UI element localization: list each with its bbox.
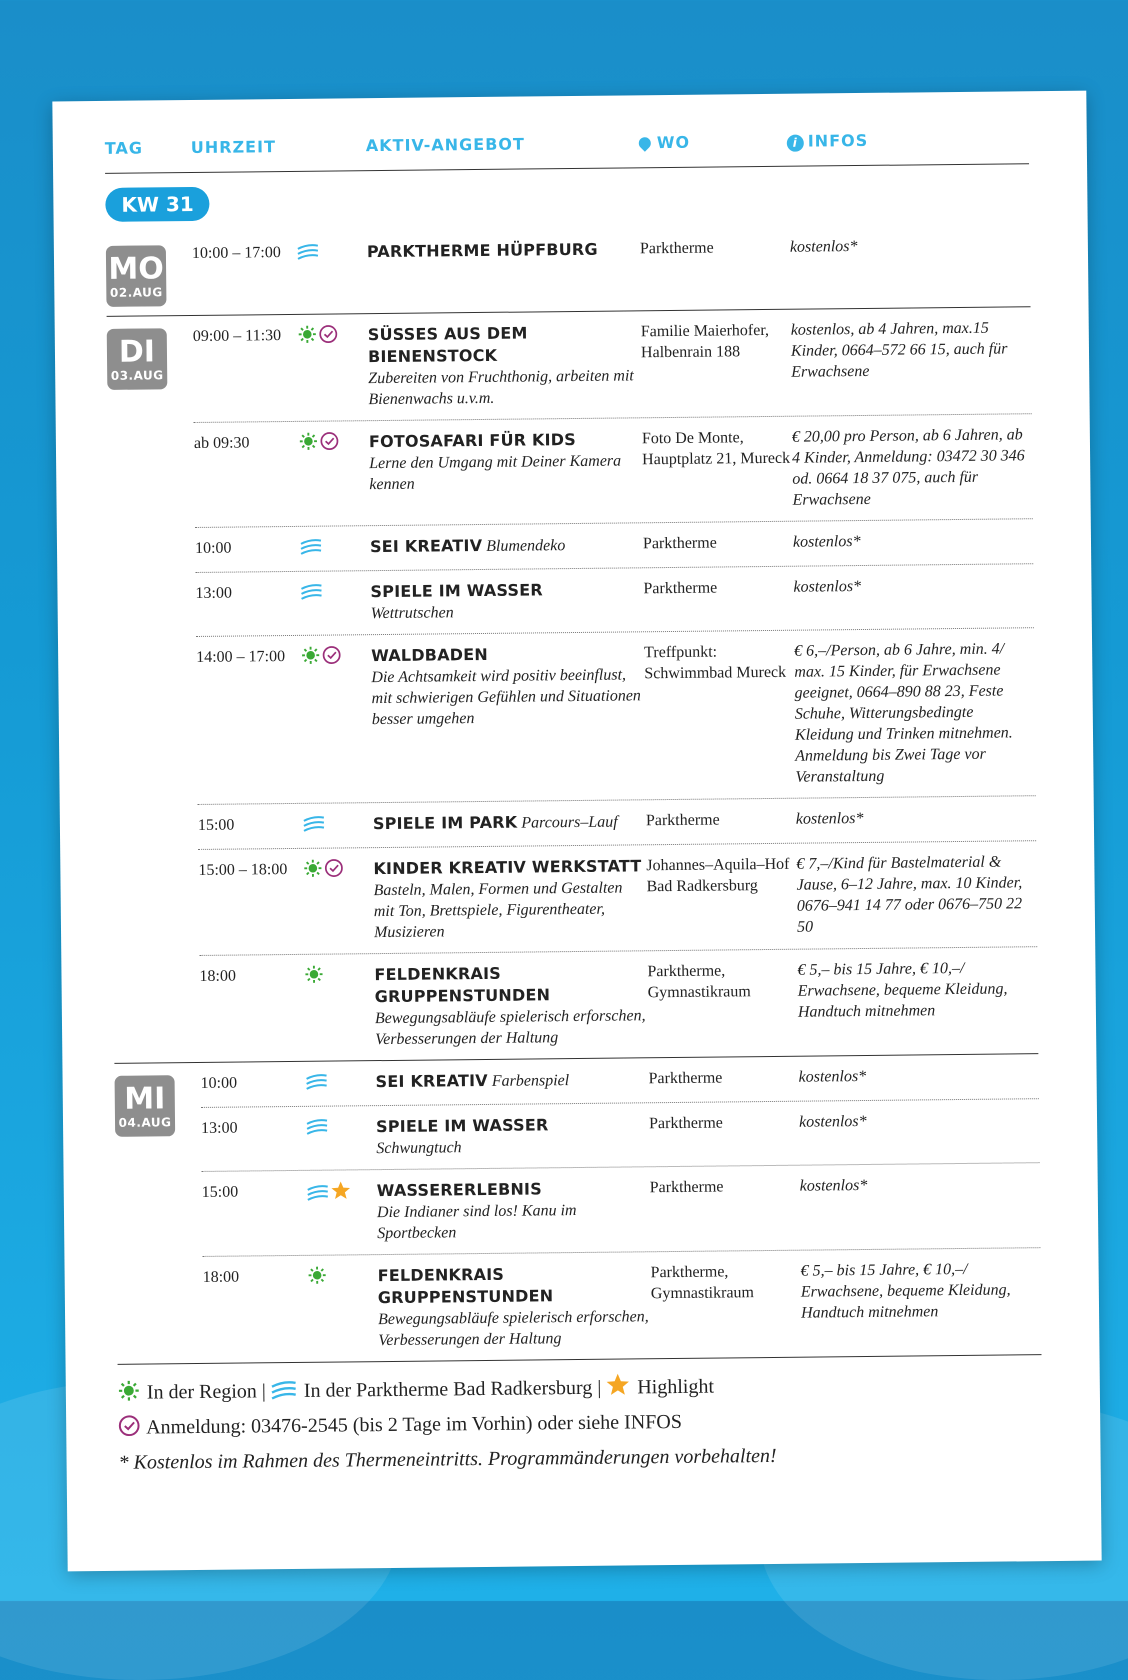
row-activity: [373, 855, 647, 943]
day-name: MO: [106, 253, 166, 286]
check-circle-icon: [118, 1415, 140, 1447]
row-time: 10:00: [195, 537, 300, 562]
table-row: [193, 307, 1032, 423]
header-wo: WO: [639, 133, 690, 153]
row-icons: [298, 324, 369, 411]
legend-region: In der Region: [147, 1380, 257, 1403]
activity-title: SEI KREATIV: [370, 536, 482, 556]
row-icons: [299, 431, 370, 516]
check-circle-icon: [322, 645, 341, 670]
row-infos: € 5,– bis 15 Jahre, € 10,–/ Erwachsene, bequeme Kleidung, Handtuch mitnehmen: [801, 1258, 1038, 1346]
activity-title: KINDER KREATIV WERKSTATT: [373, 856, 641, 878]
row-infos: kostenlos*: [790, 234, 1026, 260]
table-row: [199, 947, 1038, 1062]
sun-icon: [299, 432, 318, 457]
table-header: [105, 121, 1029, 174]
table-row: [194, 414, 1033, 528]
legend-highlight: Highlight: [637, 1376, 714, 1399]
row-activity: [377, 1177, 651, 1244]
row-location: Parktherme: [650, 1176, 801, 1242]
row-icons: [300, 536, 370, 561]
legend-footnote: * Kostenlos im Rahmen des Thermeneintritts. Programmänderungen vorbehalten!: [118, 1437, 1042, 1479]
star-icon: [606, 1372, 630, 1406]
row-icons: [308, 1265, 379, 1352]
day-badge: [115, 1075, 176, 1137]
row-location: Foto De Monte, Hauptplatz 21, Mureck: [642, 427, 793, 513]
row-icons: [297, 241, 367, 266]
waves-icon: [306, 1074, 328, 1096]
waves-icon: [307, 1185, 329, 1207]
row-infos: € 6,–/Person, ab 6 Jahre, min. 4/ max. 15 Kinder, für Erwachsene geeignet, 0664–890 88 23, Feste Schuhe, Witterungsbedingte Kleidung und Trinken mitnehmen. Anmeldung bis Zwei Tage vor Veranstaltung: [794, 638, 1032, 787]
row-time: 14:00 – 17:00: [196, 646, 303, 794]
activity-subtitle: Die Indianer sind los! Kanu im Sportbecken: [377, 1199, 650, 1244]
row-infos: kostenlos*: [793, 574, 1029, 619]
day-name: DI: [107, 336, 167, 369]
day-date: 02.AUG: [106, 285, 166, 300]
week-badge: KW 31: [105, 187, 210, 222]
row-time: ab 09:30: [194, 432, 300, 517]
row-time: 10:00: [201, 1072, 306, 1097]
row-icons: [304, 964, 375, 1051]
legend-anmeldung: Anmeldung: 03476-2545 (bis 2 Tage im Vorhin) oder siehe INFOS: [146, 1411, 682, 1439]
row-location: Parktherme: [643, 577, 793, 622]
header-infos: i INFOS: [787, 131, 869, 152]
legend: [118, 1354, 1043, 1479]
activity-subtitle: Blumendeko: [486, 537, 565, 555]
activity-title: FELDENKRAIS GRUPPENSTUNDEN: [378, 1265, 554, 1307]
row-location: Parktherme: [646, 809, 796, 835]
row-icons: [300, 581, 370, 625]
location-pin-icon: [636, 135, 653, 152]
activity-subtitle: Bewegungsabläufe spielerisch erforschen, Verbesserungen der Haltung: [378, 1306, 651, 1351]
waves-icon: [300, 584, 322, 606]
row-location: Parktherme: [648, 1067, 798, 1093]
program-sheet: [52, 91, 1101, 1572]
activity-subtitle: Parcours–Lauf: [521, 814, 617, 832]
row-activity: [370, 533, 643, 560]
sun-icon: [304, 965, 323, 990]
row-location: Parktherme, Gymnastikraum: [647, 960, 798, 1048]
row-infos: kostenlos*: [796, 806, 1032, 832]
day-date: 04.AUG: [115, 1115, 175, 1130]
row-activity: [369, 428, 643, 515]
activity-subtitle: Wettrutschen: [371, 600, 644, 624]
activity-title: SPIELE IM WASSER: [370, 580, 543, 601]
row-activity: [368, 321, 642, 410]
row-infos: kostenlos*: [793, 529, 1029, 555]
row-location: Parktherme: [640, 237, 790, 263]
table-row: [201, 1099, 1040, 1172]
activity-title: FELDENKRAIS GRUPPENSTUNDEN: [374, 964, 550, 1006]
day-name: MI: [115, 1083, 175, 1116]
row-infos: kostenlos*: [800, 1173, 1037, 1239]
activity-subtitle: Schwungtuch: [376, 1135, 649, 1159]
table-row: [192, 224, 1031, 315]
waves-icon: [306, 1119, 328, 1141]
row-infos: € 7,–/Kind für Bastelmaterial & Jause, 6–12 Jahre, max. 10 Kinder, 0676–941 14 77 oder 0676–750 22 50: [796, 851, 1033, 938]
row-time: 18:00: [203, 1266, 309, 1353]
sun-icon: [303, 859, 322, 884]
table-row: [202, 1248, 1041, 1363]
info-icon: i: [787, 135, 804, 152]
row-location: Familie Maierhofer, Halbenrain 188: [641, 320, 792, 408]
row-location: Johannes–Aquila–Hof Bad Radkersburg: [646, 854, 797, 941]
day-block-mo: [106, 224, 1031, 316]
sun-icon: [298, 325, 317, 350]
row-activity: [371, 642, 646, 792]
check-circle-icon: [319, 324, 338, 349]
table-row: [196, 628, 1036, 805]
schedule-days: [106, 224, 1042, 1364]
row-activity: [370, 578, 643, 624]
activity-title: SÜSSES AUS DEM BIENENSTOCK: [368, 323, 528, 366]
activity-title: PARKTHERME HÜPFBURG: [367, 240, 598, 261]
check-circle-icon: [324, 858, 343, 883]
row-activity: [376, 1068, 649, 1095]
row-time: 09:00 – 11:30: [193, 325, 299, 412]
row-icons: [307, 1180, 378, 1245]
row-time: 13:00: [201, 1117, 306, 1161]
row-time: 15:00: [198, 814, 303, 839]
day-rows: [193, 307, 1039, 1062]
legend-line-1: In der Region | In der Parktherme Bad Radkersburg | Highlight: [118, 1367, 1042, 1412]
activity-subtitle: Die Achtsamkeit wird positiv beeinflust, mit schwierigen Gefühlen und Situationen besser umgehen: [371, 664, 645, 730]
activity-title: SPIELE IM WASSER: [376, 1115, 549, 1136]
row-activity: [376, 1113, 649, 1159]
row-infos: € 5,– bis 15 Jahre, € 10,–/ Erwachsene, bequeme Kleidung, Handtuch mitnehmen: [797, 957, 1034, 1045]
row-time: 15:00 – 18:00: [198, 859, 304, 945]
row-activity: [373, 810, 646, 837]
row-activity: [367, 238, 640, 265]
day-rows: [192, 224, 1031, 315]
day-block-di: [107, 306, 1039, 1063]
row-location: Parktherme: [649, 1112, 799, 1157]
day-badge: [107, 328, 168, 390]
row-infos: kostenlos, ab 4 Jahren, max.15 Kinder, 0664–572 66 15, auch für Erwachsene: [791, 317, 1028, 405]
waves-icon: [300, 539, 322, 561]
check-circle-icon: [320, 431, 339, 456]
row-time: 18:00: [199, 965, 305, 1052]
table-row: [195, 564, 1034, 637]
activity-subtitle: Farbenspiel: [492, 1072, 570, 1090]
activity-subtitle: Lerne den Umgang mit Deiner Kamera kennen: [369, 450, 642, 495]
activity-title: FOTOSAFARI FÜR KIDS: [369, 430, 576, 451]
waves-icon: [271, 1378, 297, 1410]
activity-subtitle: Bewegungsabläufe spielerisch erforschen, Verbesserungen der Haltung: [375, 1005, 648, 1050]
day-date: 03.AUG: [107, 368, 167, 383]
row-location: Parktherme, Gymnastikraum: [651, 1261, 802, 1349]
row-infos: kostenlos*: [799, 1109, 1035, 1154]
sun-icon: [301, 646, 320, 671]
activity-title: SPIELE IM PARK: [373, 813, 518, 834]
row-infos: kostenlos*: [798, 1064, 1034, 1090]
row-icons: [301, 645, 373, 793]
row-time: 13:00: [195, 582, 300, 626]
table-row: [198, 841, 1037, 956]
table-row: [202, 1163, 1041, 1257]
sun-icon: [118, 1380, 140, 1412]
day-block-mi: [114, 1053, 1041, 1364]
activity-title: WASSERERLEBNIS: [377, 1179, 542, 1200]
activity-subtitle: Zubereiten von Fruchthonig, arbeiten mit Bienenwachs u.v.m.: [368, 365, 641, 410]
activity-subtitle: Basteln, Malen, Formen und Gestalten mit Ton, Brettspiele, Figurentheater, Musizieren: [374, 877, 648, 943]
row-icons: [303, 813, 373, 838]
row-location: Parktherme: [643, 532, 793, 558]
legend-parktherme: In der Parktherme Bad Radkersburg: [304, 1377, 593, 1402]
row-time: 10:00 – 17:00: [192, 242, 297, 267]
row-icons: [306, 1071, 376, 1096]
row-location: Treffpunkt: Schwimmbad Mureck: [644, 641, 796, 790]
waves-icon: [303, 816, 325, 838]
waves-icon: [297, 244, 319, 266]
day-rows: [200, 1054, 1041, 1363]
sun-icon: [308, 1266, 327, 1291]
header-uhrzeit: UHRZEIT: [191, 137, 276, 157]
header-angebot: AKTIV-ANGEBOT: [366, 135, 525, 156]
row-activity: [374, 961, 648, 1050]
row-activity: [378, 1262, 652, 1351]
activity-title: SEI KREATIV: [376, 1071, 488, 1091]
star-icon: [331, 1180, 351, 1206]
row-time: 15:00: [202, 1181, 308, 1246]
row-infos: € 20,00 pro Person, ab 6 Jahren, ab 4 Kinder, Anmeldung: 03472 30 346 od. 0664 18 37 075, auch für Erwachsene: [792, 424, 1029, 510]
row-icons: [303, 858, 374, 944]
row-icons: [306, 1116, 376, 1160]
activity-title: WALDBADEN: [371, 645, 488, 665]
day-badge: [106, 245, 167, 307]
header-tag: TAG: [105, 139, 143, 158]
